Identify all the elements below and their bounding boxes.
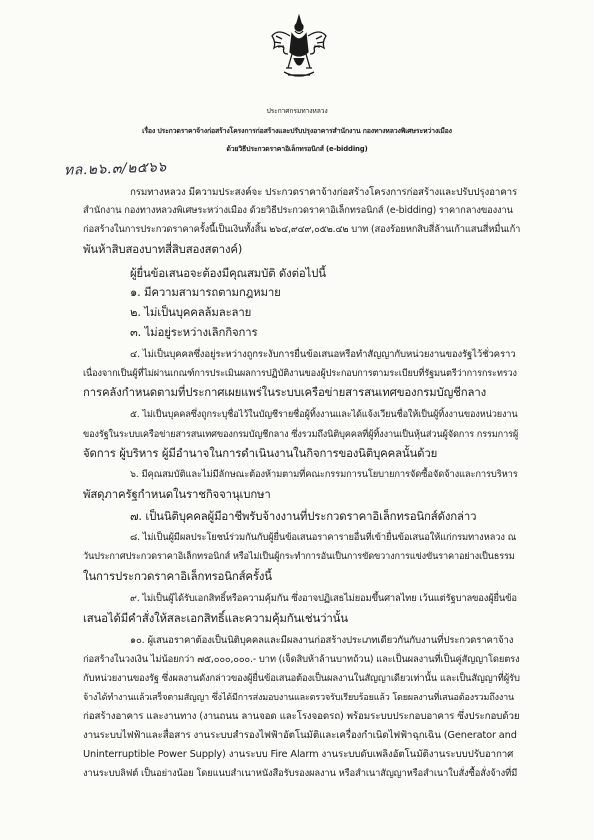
garuda-emblem <box>270 14 328 80</box>
qualification-item: ๘. ไม่เป็นผู้มีผลประโยชน์ร่วมกันกับผู้ยื่นข้อเสนอราคารายอื่นที่เข้ายื่นข้อเสนอให้แก่กรมทางหลวง ณ <box>130 532 517 543</box>
qualification-item-cont: จ้างได้ทำงานแล้วเสร็จตามสัญญา ซึ่งได้มีการส่งมอบงานและตรวจรับเรียบร้อยแล้ว โดยผลงานที่เสนอต้องรวมถึงงาน <box>83 693 515 703</box>
qualification-item-cont: ในการประกวดราคาอิเล็กทรอนิกส์ครั้งนี้ <box>83 569 272 583</box>
qualification-item-cont: ของรัฐในระบบเครือข่ายสารสนเทศของกรมบัญชีกลาง ซึ่งรวมถึงนิติบุคคลที่ผู้ทิ้งงานเป็นหุ้นส่วนผู้จัดการ กรรมการผู้ <box>83 429 519 440</box>
qualification-item-cont: งานระบบไฟฟ้าและสื่อสาร งานระบบสำรองไฟฟ้าอัตโนมัติและเครื่องกำเนิดไฟฟ้าฉุกเฉิน (Generator and <box>83 730 517 741</box>
qualification-item-cont: กับหน่วยงานของรัฐ ซึ่งผลงานดังกล่าวของผู้ยื่นข้อเสนอต้องเป็นผลงานในสัญญาเดียวเท่านั้น และเป็นสัญญาที่ผู้รับ <box>83 673 520 684</box>
qualification-item-cont: เสนอได้มีคำสั่งให้สละเอกสิทธิ์และความคุ้มกันเช่นว่านั้น <box>83 611 348 625</box>
announcement-title: ประกาศกรมทางหลวง <box>266 107 328 115</box>
qualification-item-cont: งานระบบลิฟต์ เป็นอย่างน้อย โดยแนบสำเนาหนังสือรับรองผลงาน หรือสำเนาสัญญาหรือสำเนาใบสั่งซื้อสั่งจ้างที่มี <box>83 768 518 779</box>
qualification-item-cont: พัสดุภาครัฐกำหนดในราชกิจจานุเบกษา <box>83 487 271 501</box>
qualification-item: ๒. ไม่เป็นบุคคลล้มละลาย <box>130 305 252 319</box>
qualification-item: ๑. มีความสามารถตามกฎหมาย <box>130 285 281 299</box>
qualification-item-cont: ก่อสร้างในวงเงิน ไม่น้อยกว่า ๗๕,๐๐๐,๐๐๐.- บาท (เจ็ดสิบห้าล้านบาทถ้วน) และเป็นผลงานที่เป็นคู่สัญญาโดยตรง <box>83 654 520 665</box>
intro-line: สำนักงาน กองทางหลวงพิเศษระหว่างเมือง ด้วยวิธีประกวดราคาอิเล็กทรอนิกส์ (e-bidding) ราคากลางของงาน <box>83 205 513 216</box>
subject-line-1: เรื่อง ประกวดราคาจ้างก่อสร้างโครงการก่อสร้างและปรับปรุงอาคารสำนักงาน กองทางหลวงพิเศษระหว่างเมือง <box>142 127 452 135</box>
qualification-item: ๖. มีคุณสมบัติและไม่มีลักษณะต้องห้ามตามที่คณะกรรมการนโยบายการจัดซื้อจัดจ้างและการบริหาร <box>130 469 518 480</box>
intro-line: กรมทางหลวง มีความประสงค์จะ ประกวดราคาจ้างก่อสร้างโครงการก่อสร้างและปรับปรุงอาคาร <box>130 187 518 198</box>
handwritten-reference: ทล.๒๖.๓/๒๕๖๖ <box>63 159 167 179</box>
qualification-item: ๙. ไม่เป็นผู้ได้รับเอกสิทธิ์หรือความคุ้มกัน ซึ่งอาจปฏิเสธไม่ยอมขึ้นศาลไทย เว้นแต่รัฐบาลของผู้ยื่นข้อ <box>130 593 517 604</box>
subject-line-2: ด้วยวิธีประกวดราคาอิเล็กทรอนิกส์ (e-bidding) <box>226 145 368 153</box>
qualifications-heading: ผู้ยื่นข้อเสนอจะต้องมีคุณสมบัติ ดังต่อไปนี้ <box>130 266 326 280</box>
qualification-item-cont: จัดการ ผู้บริหาร ผู้มีอำนาจในการดำเนินงานในกิจการของนิติบุคคลนั้นด้วย <box>83 446 438 460</box>
qualification-item-cont: การคลังกำหนดตามที่ประกาศเผยแพร่ในระบบเครือข่ายสารสนเทศของกรมบัญชีกลาง <box>83 385 486 399</box>
qualification-item: ๕. ไม่เป็นบุคคลซึ่งถูกระบุชื่อไว้ในบัญชีรายชื่อผู้ทิ้งงานและได้แจ้งเวียนชื่อให้เป็นผู้ทิ้งงานของหน่วยงาน <box>130 409 518 420</box>
qualification-item: ๓. ไม่อยู่ระหว่างเลิกกิจการ <box>130 325 258 339</box>
qualification-item: ๗. เป็นนิติบุคคลผู้มีอาชีพรับจ้างงานที่ประกวดราคาอิเล็กทรอนิกส์ดังกล่าว <box>130 509 477 523</box>
qualification-item-cont: วันประกาศประกวดราคาอิเล็กทรอนิกส์ หรือไม่เป็นผู้กระทำการอันเป็นการขัดขวางการแข่งขันราคาอย่างเป็นธรรม <box>83 551 515 562</box>
intro-line: ก่อสร้างในการประกวดราคาครั้งนี้เป็นเงินทั้งสิ้น ๒๖๔,๙๔๙,๐๕๒.๔๒ บาท (สองร้อยหกสิบสี่ล้านเก้าแสนสี่หมื่นเก้า <box>83 224 521 235</box>
qualification-item: ๔. ไม่เป็นบุคคลซึ่งอยู่ระหว่างถูกระงับการยื่นข้อเสนอหรือทำสัญญากับหน่วยงานของรัฐไว้ชั่วคราว <box>130 349 516 360</box>
qualification-item-cont: Uninterruptible Power Supply) งานระบบ Fire Alarm งานระบบดับเพลิงอัตโนมัติงานระบบปรับอากาศ <box>83 749 514 760</box>
qualification-item: ๑๐. ผู้เสนอราคาต้องเป็นนิติบุคคลและมีผลงานก่อสร้างประเภทเดียวกันกับงานที่ประกวดราคาจ้าง <box>130 635 514 646</box>
qualification-item-cont: ก่อสร้างอาคาร และงานทาง (งานถนน ลานจอด และโรงจอดรถ) พร้อมระบบประกอบอาคาร ซึ่งประกอบด้วย <box>83 711 520 722</box>
qualification-item-cont: เนื่องจากเป็นผู้ที่ไม่ผ่านเกณฑ์การประเมินผลการปฏิบัติงานของผู้ประกอบการตามระเบียบที่รัฐมนตรีว่าการกระทรวง <box>83 368 517 379</box>
intro-line: พันห้าสิบสองบาทสี่สิบสองสตางค์) <box>83 242 243 256</box>
